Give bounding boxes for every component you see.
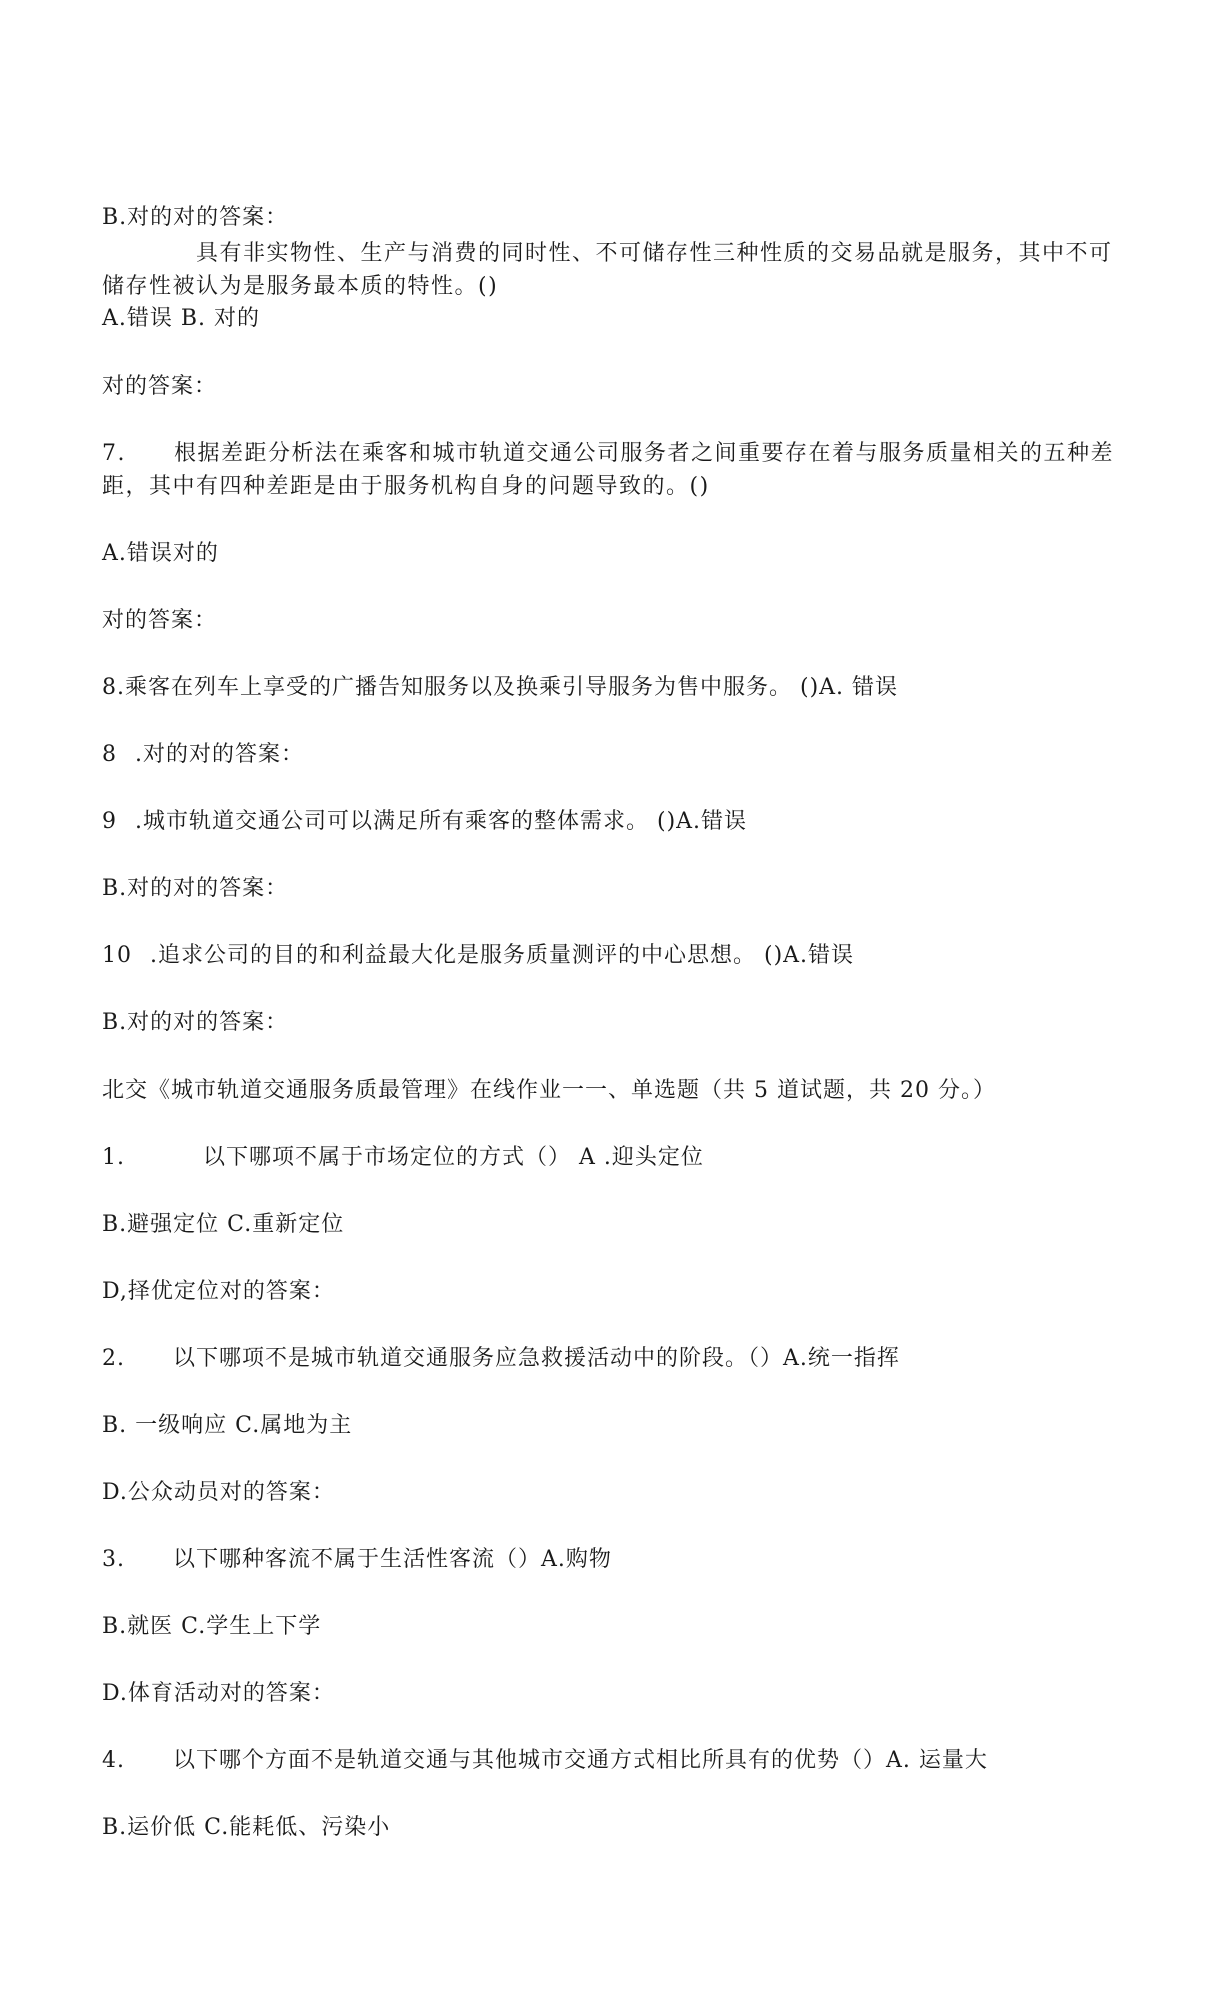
answer-line: B.对的对的答案： <box>102 1010 289 1035</box>
question-10-text <box>102 941 854 971</box>
answer-line: B.对的对的答案： <box>102 876 289 901</box>
question-number: 8 <box>102 742 117 767</box>
question-6-options: A.错误 B. 对的 <box>102 306 261 331</box>
single-choice-2 <box>102 1344 900 1374</box>
question-6-text: 具有非实物性、生产与消费的同时性、不可储存性三种性质的交易品就是服务，其中不可储存性被认为是服务最本质的特性。() <box>102 241 1113 299</box>
answer-line: 对的答案： <box>102 374 218 399</box>
single-choice-3 <box>102 1545 612 1575</box>
question-number: 1. <box>102 1145 125 1170</box>
question-text: 以下哪项不是城市轨道交通服务应急救援活动中的阶段。（）A.统一指挥 <box>173 1346 900 1371</box>
question-text: .城市轨道交通公司可以满足所有乘客的整体需求。 ()A.错误 <box>135 809 748 834</box>
question-7-text: 根据差距分析法在乘客和城市轨道交通公司服务者之间重要存在着与服务质量相关的五种差距，其中有四种差距是由于服务机构自身的问题导致的。() <box>102 441 1115 499</box>
section-heading: 北交《城市轨道交通服务质最管理》在线作业一一、单选题（共 5 道试题，共 20 分。） <box>102 1078 996 1103</box>
question-number: 4. <box>102 1748 125 1773</box>
answer-line: 对的答案： <box>102 608 218 633</box>
question-number: 10 <box>102 943 132 968</box>
question-number: 9 <box>102 809 117 834</box>
question-number: 2. <box>102 1346 125 1371</box>
question-text: 以下哪种客流不属于生活性客流（）A.购物 <box>173 1547 612 1572</box>
answer-line: B.对的对的答案： <box>102 205 289 230</box>
single-choice-3-answer: D.体育活动对的答案： <box>102 1681 335 1706</box>
question-number: 3. <box>102 1547 125 1572</box>
question-7-options: A.错误对的 <box>102 541 219 566</box>
single-choice-3-options: B.就医 C.学生上下学 <box>102 1614 322 1639</box>
single-choice-2-answer: D.公众动员对的答案： <box>102 1480 335 1505</box>
option-text: .对的对的答案： <box>135 742 304 767</box>
single-choice-4 <box>102 1746 988 1776</box>
single-choice-1-options: B.避强定位 C.重新定位 <box>102 1212 345 1237</box>
question-9-text <box>102 807 747 837</box>
question-text: 以下哪项不属于市场定位的方式（） A .迎头定位 <box>203 1145 704 1170</box>
single-choice-1 <box>102 1143 704 1173</box>
single-choice-4-options: B.运价低 C.能耗低、污染小 <box>102 1815 391 1840</box>
question-8-options <box>102 740 304 770</box>
single-choice-2-options: B. 一级响应 C.属地为主 <box>102 1413 353 1438</box>
question-text: .追求公司的目的和利益最大化是服务质量测评的中心思想。 ()A.错误 <box>150 943 855 968</box>
single-choice-1-answer: D,择优定位对的答案： <box>102 1279 335 1304</box>
question-text: 以下哪个方面不是轨道交通与其他城市交通方式相比所具有的优势（）A. 运量大 <box>173 1748 988 1773</box>
question-7 <box>102 437 1132 503</box>
question-8-text: 8.乘客在列车上享受的广播告知服务以及换乘引导服务为售中服务。 ()A. 错误 <box>102 675 899 700</box>
question-number: 7. <box>102 441 126 466</box>
